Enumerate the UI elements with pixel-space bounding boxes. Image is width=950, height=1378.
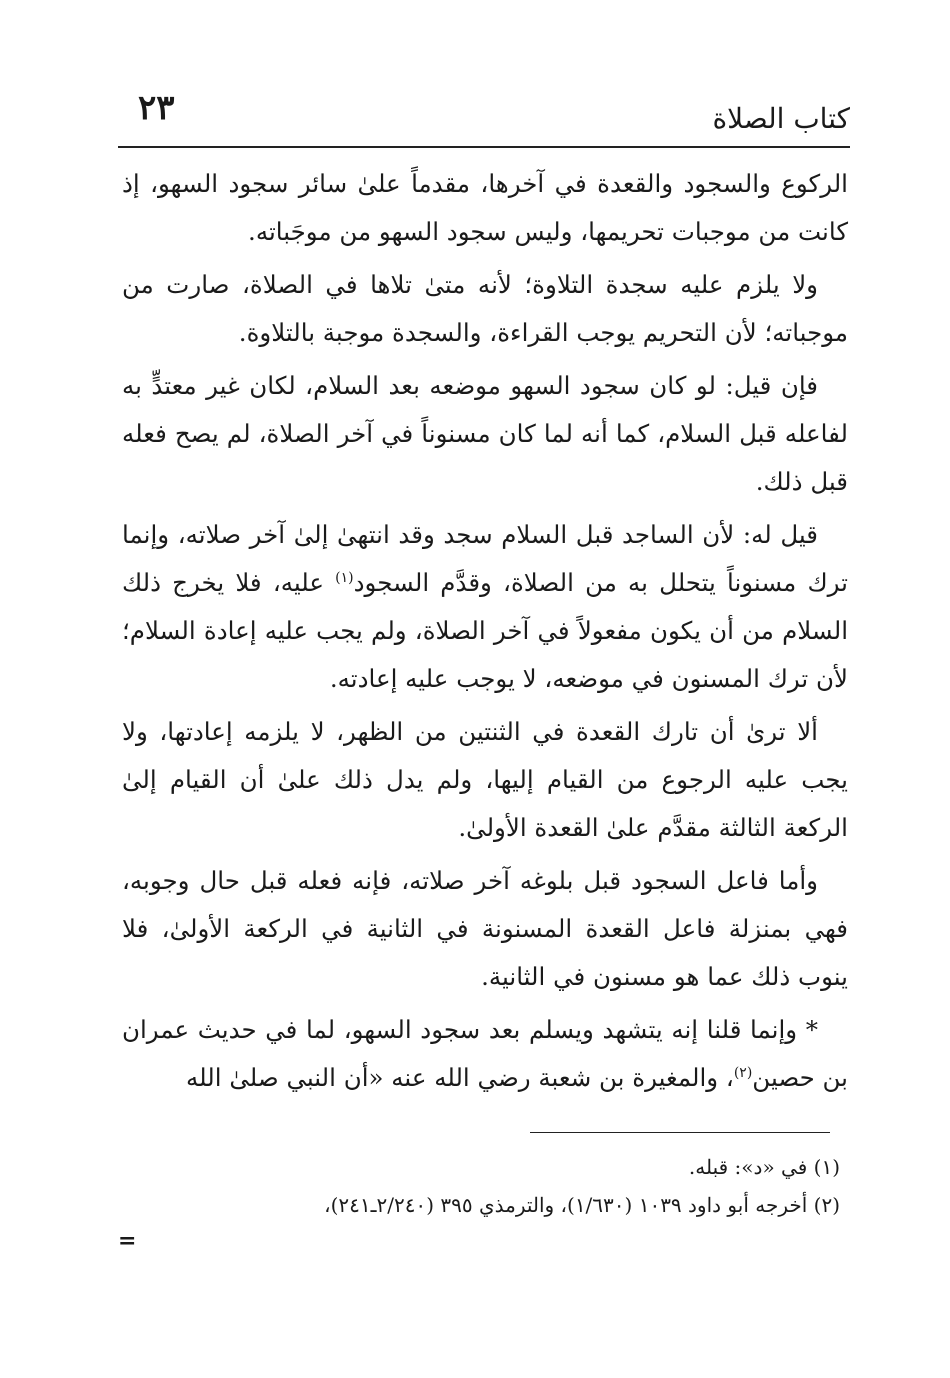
paragraph-5: ألا ترىٰ أن تارك القعدة في الثنتين من الظهر، لا يلزمه إعادتها، ولا يجب عليه الرجوع من القيام إليها، ولم يدل ذلك علىٰ أن القيام إلىٰ الركعة الثالثة مقدَّم علىٰ القعدة الأولىٰ. (122, 717, 848, 842)
header-rule (118, 146, 850, 148)
page-number: ٢٣ (138, 88, 175, 128)
page-header (118, 88, 850, 146)
footnote-1: (١) في «د»: قبله. (688, 1155, 840, 1179)
paragraph-3: فإن قيل: لو كان سجود السهو موضعه بعد السلام، لكان غير معتدٍّ به لفاعله قبل السلام، كما أنه لما كان مسنوناً في آخر الصلاة، لم يصح فعله قبل ذلك. (122, 371, 848, 496)
continuation-mark: = (118, 1228, 137, 1254)
paragraph-4-part-b: عليه، فلا يخرج ذلك السلام من أن يكون مفعولاً في آخر الصلاة، ولم يجب عليه إعادة السلام؛ لأن ترك المسنون في موضعه، لا يوجب عليه إعادته. (122, 568, 848, 693)
paragraph-2: ولا يلزم عليه سجدة التلاوة؛ لأنه متىٰ تلاها في الصلاة، صارت من موجباته؛ لأن التحريم يوجب القراءة، والسجدة موجبة بالتلاوة. (122, 270, 848, 347)
main-text (122, 160, 848, 1107)
paragraph-4 (122, 511, 848, 703)
footnote-2: (٢) أخرجه أبو داود ١٠٣٩ (١/٦٣٠)، والترمذي ٣٩٥ (٢/٢٤٠ـ٢٤١)، (324, 1193, 840, 1217)
paragraph-7-part-a: * وإنما قلنا إنه يتشهد ويسلم بعد سجود السهو، لما في حديث عمران بن حصين (122, 1015, 848, 1092)
running-title: كتاب الصلاة (712, 102, 850, 135)
paragraph-6: وأما فاعل السجود قبل بلوغه آخر صلاته، فإنه فعله قبل حال وجوبه، فهي بمنزلة فاعل القعدة المسنونة في الثانية في الركعة الأولىٰ، فلا ينوب ذلك عما هو مسنون في الثانية. (122, 866, 848, 991)
footnotes (122, 1148, 840, 1224)
paragraph-4-part-a: قيل له: لأن الساجد قبل السلام سجد وقد انتهىٰ إلىٰ آخر صلاته، وإنما ترك مسنوناً يتحلل به من الصلاة، وقدَّم السجود (122, 520, 848, 597)
paragraph-7-part-b: ، والمغيرة بن شعبة رضي الله عنه «أن النبي صلىٰ الله (186, 1063, 734, 1092)
footnote-ref-2[interactable]: (٢) (733, 1064, 753, 1081)
paragraph-1: الركوع والسجود والقعدة في آخرها، مقدماً علىٰ سائر سجود السهو، إذ كانت من موجبات تحريمها، وليس سجود السهو من موجَباته. (122, 169, 848, 246)
footnote-ref-1[interactable]: (١) (335, 569, 354, 586)
footnote-rule (530, 1132, 830, 1133)
paragraph-7 (122, 1006, 848, 1102)
